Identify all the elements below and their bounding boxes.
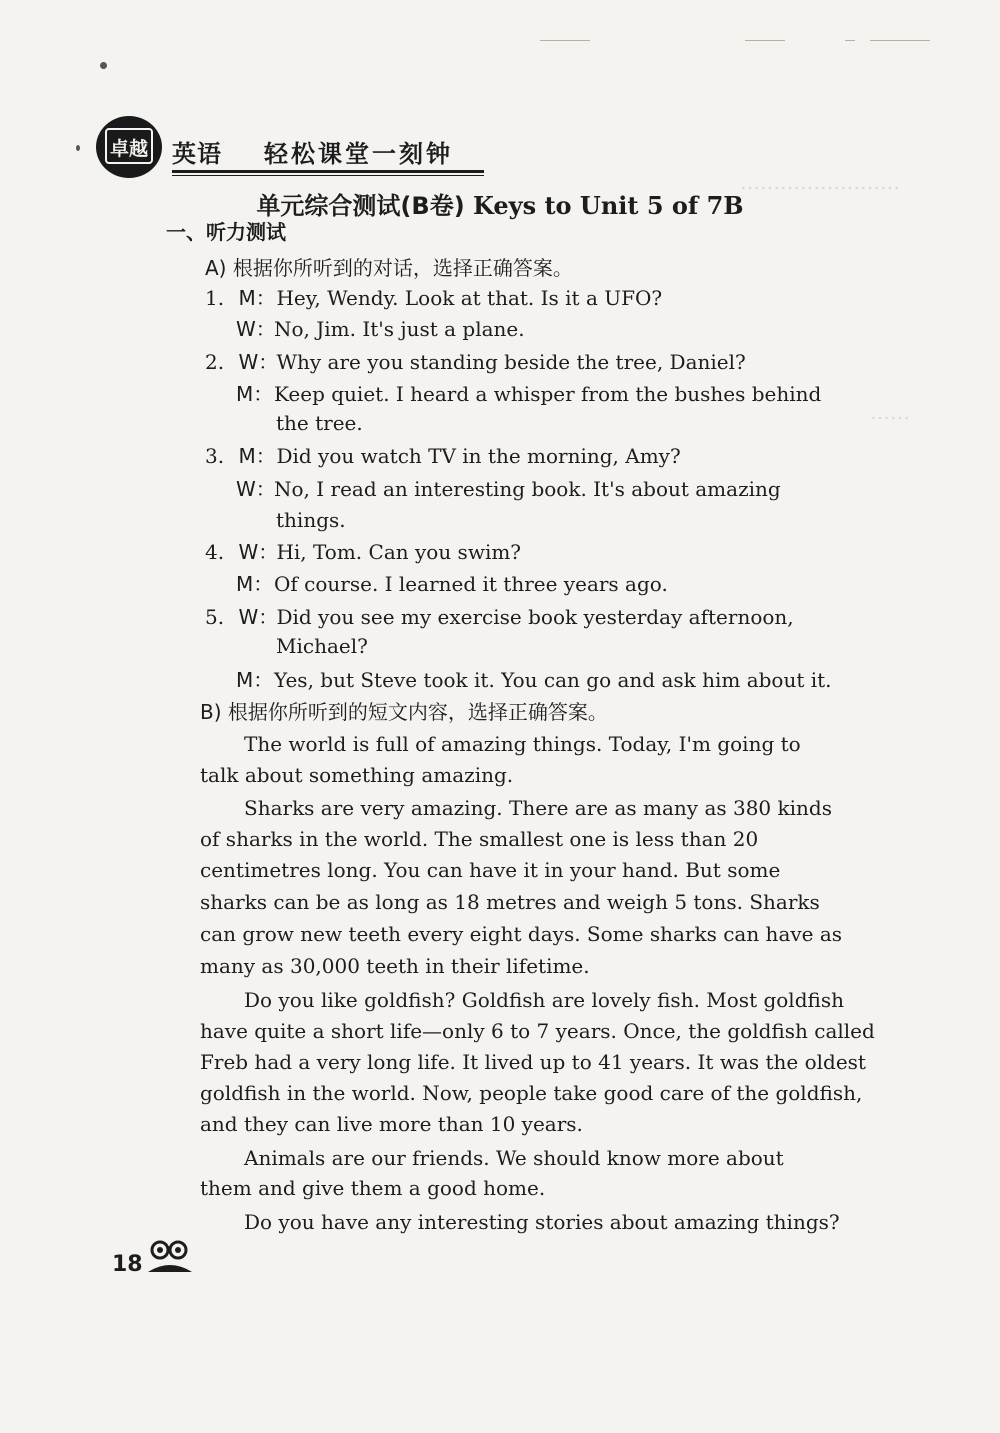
question-number: 4.	[205, 540, 225, 564]
speaker: M：	[236, 668, 274, 692]
utterance: Did you see my exercise book yesterday afternoon,	[276, 605, 794, 629]
utterance: Keep quiet. I heard a whisper from the bushes behind	[274, 382, 822, 406]
dialogue-line	[205, 542, 521, 562]
passage-line: them and give them a good home.	[200, 1176, 546, 1200]
utterance: Hey, Wendy. Look at that. Is it a UFO?	[276, 286, 663, 310]
utterance-continued: Michael?	[276, 634, 368, 658]
utterance: Why are you standing beside the tree, Daniel?	[276, 350, 746, 374]
bleed-mark	[870, 40, 930, 41]
bleed-mark	[845, 40, 855, 41]
dialogue-line	[236, 479, 781, 499]
speaker: W：	[238, 540, 279, 564]
title-en: Keys to Unit 5 of 7B	[473, 191, 744, 220]
header-rule	[172, 170, 484, 173]
bleed-mark	[745, 40, 785, 41]
passage-line: Do you have any interesting stories about amazing things?	[244, 1210, 840, 1234]
utterance: Of course. I learned it three years ago.	[274, 572, 668, 596]
passage-line: centimetres long. You can have it in your hand. But some	[200, 858, 781, 882]
dialogue-line	[236, 319, 525, 339]
passage-line: can grow new teeth every eight days. Some sharks can have as	[200, 922, 843, 946]
section-heading: 一、听力测试	[166, 220, 286, 244]
speaker: M：	[238, 444, 276, 468]
speaker: W：	[236, 317, 276, 341]
question-number: 3.	[205, 444, 225, 468]
bleed-through-text: ……………………	[740, 170, 900, 194]
part-b-heading: B) 根据你所听到的短文内容，选择正确答案。	[200, 700, 608, 724]
utterance: Yes, but Steve took it. You can go and ask him about it.	[274, 668, 832, 692]
passage-line: and they can live more than 10 years.	[200, 1112, 583, 1136]
bleed-through-text: ……	[870, 400, 910, 424]
cartoon-decoration-icon	[144, 1240, 196, 1276]
utterance-continued: things.	[276, 508, 346, 532]
speaker: W：	[238, 605, 279, 629]
subject-label: 英语	[172, 140, 222, 168]
passage-line: The world is full of amazing things. Today, I'm going to	[244, 732, 801, 756]
passage-line: sharks can be as long as 18 metres and weigh 5 tons. Sharks	[200, 890, 820, 914]
speaker: M：	[236, 382, 274, 406]
question-number: 1.	[205, 286, 225, 310]
book-logo-icon	[96, 116, 162, 178]
dialogue-line	[236, 670, 832, 690]
part-a-heading: A) 根据你所听到的对话，选择正确答案。	[205, 256, 573, 280]
passage-line: goldfish in the world. Now, people take good care of the goldfish,	[200, 1081, 863, 1105]
scan-speck	[100, 62, 107, 69]
speaker: W：	[238, 350, 279, 374]
passage-line: have quite a short life—only 6 to 7 years. Once, the goldfish called	[200, 1019, 875, 1043]
passage-line: Freb had a very long life. It lived up to 41 years. It was the oldest	[200, 1050, 866, 1074]
speaker: M：	[238, 286, 276, 310]
passage-line: many as 30,000 teeth in their lifetime.	[200, 954, 590, 978]
passage-line: Do you like goldfish? Goldfish are lovely fish. Most goldfish	[244, 988, 844, 1012]
question-number: 2.	[205, 350, 225, 374]
utterance: No, I read an interesting book. It's about amazing	[274, 477, 781, 501]
dialogue-line	[236, 384, 821, 404]
passage-line: talk about something amazing.	[200, 763, 514, 787]
passage-line: Animals are our friends. We should know more about	[244, 1146, 784, 1170]
utterance-continued: the tree.	[276, 411, 363, 435]
header-rule	[172, 175, 484, 176]
logo-text: 卓越	[109, 137, 148, 160]
dialogue-line	[205, 352, 746, 372]
title-zh: 单元综合测试(B卷)	[256, 192, 465, 220]
scan-speck	[76, 145, 80, 151]
utterance: No, Jim. It's just a plane.	[274, 317, 525, 341]
passage-line: of sharks in the world. The smallest one is less than 20	[200, 827, 759, 851]
utterance: Hi, Tom. Can you swim?	[276, 540, 522, 564]
dialogue-line	[236, 574, 668, 594]
utterance: Did you watch TV in the morning, Amy?	[276, 444, 681, 468]
dialogue-line	[205, 446, 681, 466]
page-title	[0, 186, 1000, 221]
bleed-mark	[540, 40, 590, 41]
series-title: 轻松课堂一刻钟	[264, 140, 453, 168]
dialogue-line	[205, 607, 794, 627]
question-number: 5.	[205, 605, 225, 629]
passage-line: Sharks are very amazing. There are as many as 380 kinds	[244, 796, 832, 820]
page-number: 18	[112, 1252, 143, 1277]
dialogue-line	[205, 288, 662, 308]
speaker: W：	[236, 477, 276, 501]
speaker: M：	[236, 572, 274, 596]
book-header	[96, 110, 486, 180]
